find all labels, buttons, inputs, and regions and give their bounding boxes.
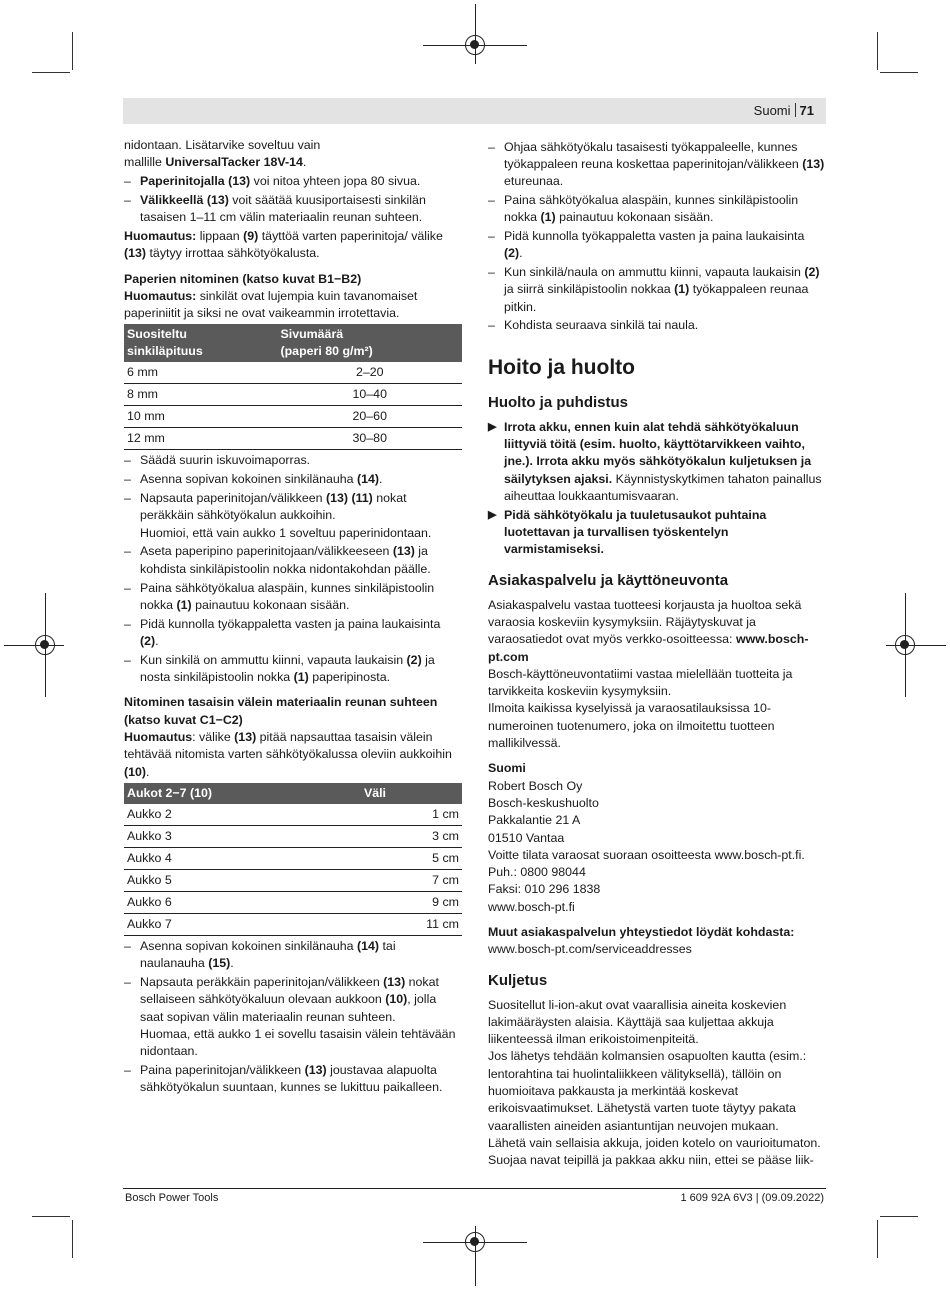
footer-doc-number: 1 609 92A 6V3 | (09.09.2022) [680,1192,824,1204]
page-number: 71 [799,103,814,118]
paragraph: Suositellut li-ion-akut ovat vaarallisia aineita koskevien lakimääräysten alaisia. Käyttäjä saa kuljettaa akkuja liikenteessä ilman erikoistoimenpiteitä. [488,997,787,1047]
address-line: Puh.: 0800 98044 [488,865,586,880]
table-row: 8 mm 10–40 [124,384,462,406]
paragraph: Bosch-käyttöneuvontatiimi vastaa mielellään tuotteita ja tarvikkeita koskeviin kysymyksiin. [488,666,793,699]
table-row: Aukko 3 3 cm [124,825,462,847]
table-row: Aukko 5 7 cm [124,869,462,891]
table-header-cell: Suositeltu sinkiläpituus [124,324,277,362]
list-item: – Paperinitojalla (13) voi nitoa yhteen jopa 80 sivua. [124,173,462,190]
list-item: – Paina paperinitojan/välikkeen (13) joustavaa alapuolta sähkötyökalun suuntaan, kunnes se lukittuu paikalleen. [124,1062,462,1097]
list-item: – Kun sinkilä/naula on ammuttu kiinni, vapauta laukaisin (2) ja siirrä sinkiläpistoolin nokkaa (1) työkappaleen reunaa pitkin. [488,264,826,316]
registration-target-icon [465,35,485,55]
paragraph: nidontaan. Lisätarvike soveltuu vain mallille UniversalTacker 18V-14. [124,138,321,170]
table-row: Aukko 2 1 cm [124,804,462,826]
list-item: – Asenna sopivan kokoinen sinkilänauha (14) tai naulanauha (15). [124,938,462,973]
page-header [123,98,826,124]
section-heading: Huolto ja puhdistus [488,393,628,411]
table-row: Aukko 7 11 cm [124,913,462,935]
paragraph: Asiakaspalvelu vastaa tuotteesi korjausta ja huoltoa sekä varaosia koskeviin kysymyksiin. Räjäytyskuvat ja varaosatiedot ovat myös verkko-osoitteessa: www.bosch-pt.com [488,597,809,664]
crop-mark-bottom-right-h [880,1216,918,1217]
footer-publisher: Bosch Power Tools [125,1192,219,1204]
hole-spacing-table [124,783,462,936]
table-header-cell: Aukot 2−7 (10) [124,783,361,804]
list-item: – Ohjaa sähkötyökalu tasaisesti työkappaleelle, kunnes työkappaleen reuna koskettaa paperinitojan/välikkeen (13) etureunaa. [488,139,826,191]
address-line: Robert Bosch Oy [488,778,583,793]
crop-mark-bottom-right [877,1220,878,1258]
paragraph: Lähetä vain sellaisia akkuja, joiden kotelo on vaurioitumaton. Suojaa navat teipillä ja pakkaa akku niin, ettei se pääse liik- [488,1135,821,1168]
registration-target-icon [895,635,915,655]
address-line: 01510 Vantaa [488,830,565,845]
chapter-heading: Hoito ja huolto [488,355,635,379]
list-item: – Välikkeellä (13) voit säätää kuusiportaisesti sinkilän tasaisen 1–11 cm välin materiaalin reunan suhteen. [124,192,462,227]
list-item: – Kohdista seuraava sinkilä tai naula. [488,317,826,334]
address-line: Pakkalantie 21 A [488,813,581,828]
note: Huomautus: välike (13) pitää napsauttaa tasaisin välein tehtävää nitomista varten sähkötyökalussa oleviin aukkoihin (10). [124,729,452,779]
list-item: – Paina sähkötyökalua alaspäin, kunnes sinkiläpistoolin nokka (1) painautuu kokonaan sisään. [124,580,462,615]
registration-line [4,645,64,646]
table-row: Aukko 6 9 cm [124,891,462,913]
list-item: – Pidä kunnolla työkappaletta vasten ja paina laukaisinta (2). [124,616,462,651]
table-header-cell: Sivumäärä (paperi 80 g/m²) [277,324,462,362]
list-item: – Paina sähkötyökalua alaspäin, kunnes sinkiläpistoolin nokka (1) painautuu kokonaan sisään. [488,192,826,227]
paragraph: Jos lähetys tehdään kolmansien osapuolten kautta (esim.: lentorahtina tai huolintaliikkeen välityksellä), tällöin on huomioitava pakkausta ja merkintää koskevat erikoisvaatimukset. Lähetystä varten tuote täytyy pakata vaarallisten aineiden asiantuntijan neuvojen mukaan. [488,1049,807,1133]
table-header [124,783,462,804]
footer-rule [123,1188,826,1189]
registration-target-icon [465,1232,485,1252]
address-country: Suomi [488,761,526,776]
crop-mark-top-left-h [32,72,70,73]
crop-mark-bottom-left-h [32,1216,70,1217]
other-contacts-url: www.bosch-pt.com/serviceaddresses [488,942,692,957]
address-line: Bosch-keskushuolto [488,795,599,810]
table-row: 10 mm 20–60 [124,406,462,428]
left-column [124,137,462,1098]
address-line: www.bosch-pt.fi [488,899,575,914]
table-header [124,324,462,362]
safety-bullet: ▶ Pidä sähkötyökalu ja tuuletusaukot puhtaina luotettavan ja turvallisen työskentelyn varmistamiseksi. [488,507,826,559]
section-heading: Nitominen tasaisin välein materiaalin reunan suhteen (katso kuvat C1−C2) [124,695,438,727]
crop-mark-top-right-h [880,72,918,73]
note: Huomautus: lippaan (9) täyttöä varten paperinitoja/ välike (13) täytyy irrottaa sähkötyökalusta. [124,228,443,261]
table-row: 12 mm 30–80 [124,428,462,450]
address-line: Faksi: 010 296 1838 [488,882,601,897]
safety-bullet: ▶ Irrota akku, ennen kuin alat tehdä sähkötyökaluun liittyviä töitä (esim. huolto, käyttötarvikkeen vaihto, jne.). Irrota akku myös sähkötyökalun kuljetuksen ja säilytyksen ajaksi. Käynnistyskytkimen tahaton painallus aiheuttaa loukkaantumisvaaran. [488,419,826,505]
list-item: – Pidä kunnolla työkappaletta vasten ja paina laukaisinta (2). [488,228,826,263]
header-separator [795,103,796,117]
section-heading: Kuljetus [488,971,548,989]
list-item: – Napsauta peräkkäin paperinitojan/välikkeen (13) nokat sellaiseen sähkötyökaluun olevaan aukkoon (10), jolla saat sopivan välin materiaalin reunan suhteen. Huomaa, että aukko 1 ei sovellu tasaisin välein tehtävään nidontaan. [124,974,462,1060]
crop-mark-top-left [72,32,73,70]
list-item: – Asenna sopivan kokoinen sinkilänauha (14). [124,471,462,488]
registration-line [475,4,476,64]
table-header-cell: Väli [361,783,462,804]
note: Huomautus: sinkilät ovat lujempia kuin tavanomaiset paperiniitit ja siksi ne ovat vaikeammin irrotettavia. [124,288,418,321]
list-item: – Napsauta paperinitojan/välikkeen (13) (11) nokat peräkkäin sähkötyökalun aukkoihin. Huomioi, että vain aukko 1 soveltuu paperinidontaan. [124,490,462,542]
crop-mark-top-right [877,32,878,70]
section-heading: Paperien nitominen (katso kuvat B1−B2) [124,271,362,286]
paragraph: Ilmoita kaikissa kyselyissä ja varaosatilauksissa 10-numeroinen tuotenumero, joka on ilmoitettu tuotteen mallikilvessä. [488,701,775,751]
section-heading: Asiakaspalvelu ja käyttöneuvonta [488,571,729,589]
registration-target-icon [35,635,55,655]
header-language: Suomi [753,103,791,118]
list-item: – Kun sinkilä on ammuttu kiinni, vapauta laukaisin (2) ja nosta sinkiläpistoolin nokka (1) paperipinosta. [124,652,462,687]
crop-mark-bottom-left [72,1220,73,1258]
right-column [488,137,826,1170]
list-item: – Aseta paperipino paperinitojaan/välikkeeseen (13) ja kohdista sinkiläpistoolin nokka nidontakohdan päälle. [124,543,462,578]
table-row: Aukko 4 5 cm [124,847,462,869]
header-label [754,103,814,118]
table-row: 6 mm 2–20 [124,362,462,384]
other-contacts-label: Muut asiakaspalvelun yhteystiedot löydät kohdasta: [488,924,795,939]
address-line: Voitte tilata varaosat suoraan osoitteesta www.bosch-pt.fi. [488,847,805,862]
staple-length-table [124,324,462,450]
list-item: – Säädä suurin iskuvoimaporras. [124,452,462,469]
